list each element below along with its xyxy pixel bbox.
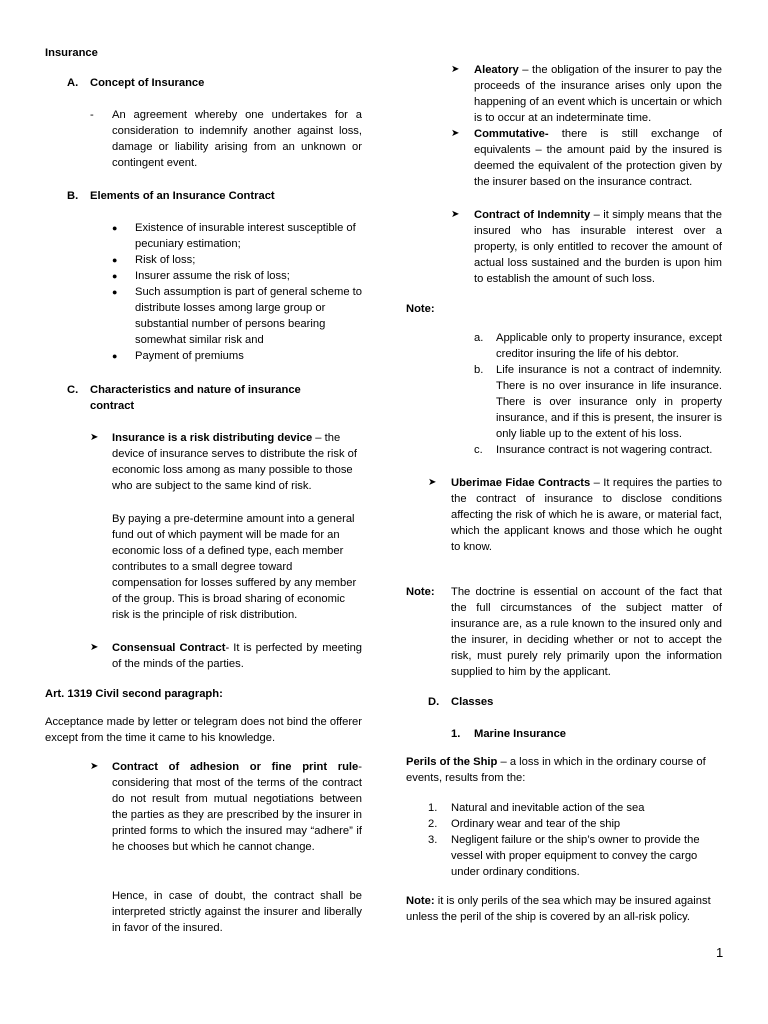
note-item: Insurance contract is not wagering contract. (496, 444, 713, 456)
note-label: Note: (406, 586, 435, 598)
list-item: ● Payment of premiums (112, 350, 244, 362)
note-item: Applicable only to property insurance, except creditor insuring the life of his debtor. (496, 332, 722, 360)
document-title: Insurance (45, 47, 98, 59)
section-d-letter: D. (428, 696, 440, 708)
section-b-letter: B. (67, 190, 79, 202)
risk-distributing-paragraph: Insurance is a risk distributing device – the device of insurance serves to distribute the risk of economic loss among as many possible to those who are subject to the same kind of risk. (112, 432, 357, 492)
elements-list (112, 220, 362, 364)
note-letter: b. (474, 364, 484, 376)
article-heading: Art. 1319 Civil second paragraph: (45, 688, 223, 700)
aleatory-paragraph: Aleatory – the obligation of the insurer to pay the proceeds of the insurance arises only upon the happening of an event which is uncertain or which is to occur at an indeterminate time. (474, 64, 722, 124)
list-number: 1. (428, 802, 438, 814)
note-doctrine-text: The doctrine is essential on account of the fact that the full circumstances of the subject matter of insurance are, as a rule known to the insured only and the insurer, in deciding whether or not to accept the risk, must purely rely primarily upon the information supplied to him by the applicant. (451, 586, 722, 678)
section-d-heading: Classes (451, 696, 494, 708)
bullet-dot-icon: ● (112, 255, 118, 265)
perils-item: Natural and inevitable action of the sea (451, 802, 645, 814)
risk-distribution-paragraph: By paying a pre-determine amount into a general fund out of which payment will be made for an economic loss of a defined type, each member contributes to a small degree toward compensation for losses suffered by any member of the group. This is broad sharing of economic risk is the principle of risk distribution. (112, 513, 357, 621)
arrow-bullet-icon: ➤ (451, 128, 460, 139)
consensual-contract-paragraph: Consensual Contract- It is perfected by meeting of the minds of the parties. (112, 642, 363, 670)
perils-paragraph: Perils of the Ship – a loss in which in the ordinary course of events, results from the: (406, 756, 706, 784)
list-number: 3. (428, 834, 438, 846)
bullet-dot-icon: ● (112, 271, 118, 281)
section-a-letter: A. (67, 77, 79, 89)
perils-item: Ordinary wear and tear of the ship (451, 818, 621, 830)
list-item: ● Such assumption is part of general scheme to distribute losses among large group or substantial number of persons bearing somewhat similar risk and (112, 286, 362, 346)
section-c-letter: C. (67, 384, 79, 396)
section-b-heading: Elements of an Insurance Contract (90, 190, 275, 202)
arrow-bullet-icon: ➤ (90, 642, 99, 653)
adhesion-interpretation: Hence, in case of doubt, the contract shall be interpreted strictly against the insurer and liberally in favor of the insured. (112, 890, 362, 934)
dash-marker: - (90, 109, 94, 121)
section-a-heading: Concept of Insurance (90, 77, 205, 89)
note-label: Note: (406, 303, 435, 315)
arrow-bullet-icon: ➤ (451, 209, 460, 220)
bullet-dot-icon: ● (112, 287, 118, 297)
list-item: ● Risk of loss; (112, 254, 196, 266)
page-number: 1 (716, 945, 724, 960)
subsection-number: 1. (451, 728, 461, 740)
indemnity-paragraph: Contract of Indemnity – it simply means that the insured who has insurable interest over a property, is only entitled to recover the amount of actual loss sustained and the burden is upon him to establish the amount of such loss. (474, 209, 722, 285)
arrow-bullet-icon: ➤ (451, 64, 460, 75)
list-number: 2. (428, 818, 438, 830)
concept-definition: An agreement whereby one undertakes for a consideration to indemnify another against loss, damage or liability arising from an unknown or contingent event. (112, 109, 362, 169)
note-letter: c. (474, 444, 483, 456)
list-item: ● Existence of insurable interest susceptible of pecuniary estimation; (112, 222, 356, 250)
arrow-bullet-icon: ➤ (90, 432, 99, 443)
uberrimae-paragraph: Uberimae Fidae Contracts – It requires the parties to the contract of insurance to disclose conditions affecting the risk of which he is aware, or material fact, which the applicant knows and those which he ought to know. (451, 477, 722, 553)
section-c-heading: Characteristics and nature of insurance contract (90, 384, 301, 412)
adhesion-paragraph: Contract of adhesion or fine print rule- considering that most of the terms of the contract do not result from mutual negotiations between the parties as they are prescribed by the insurer in printed forms to which the insured may “adhere” if he chooses but which he cannot change. (112, 761, 362, 853)
perils-item: Negligent failure or the ship’s owner to provide the vessel with proper equipment to convey the cargo under ordinary conditions. (451, 834, 700, 878)
note-item: Life insurance is not a contract of indemnity. There is no over insurance in life insurance. There is over insurance only in property insurance, and if this is present, the insurer is only liable up to the extent of his loss. (496, 364, 722, 440)
arrow-bullet-icon: ➤ (428, 477, 437, 488)
article-text: Acceptance made by letter or telegram does not bind the offerer except from the time it came to his knowledge. (45, 716, 362, 744)
arrow-bullet-icon: ➤ (90, 761, 99, 772)
bullet-dot-icon: ● (112, 351, 118, 361)
subsection-heading: Marine Insurance (474, 728, 567, 740)
list-item: ● Insurer assume the risk of loss; (112, 270, 290, 282)
note-perils: Note: it is only perils of the sea which may be insured against unless the peril of the ship is covered by an all-risk policy. (406, 895, 711, 923)
bullet-dot-icon: ● (112, 223, 118, 233)
commutative-paragraph: Commutative- there is still exchange of equivalents – the amount paid by the insured is deemed the equivalent of the protection given by the insurer based on the insurance contract. (474, 128, 722, 188)
note-letter: a. (474, 332, 484, 344)
